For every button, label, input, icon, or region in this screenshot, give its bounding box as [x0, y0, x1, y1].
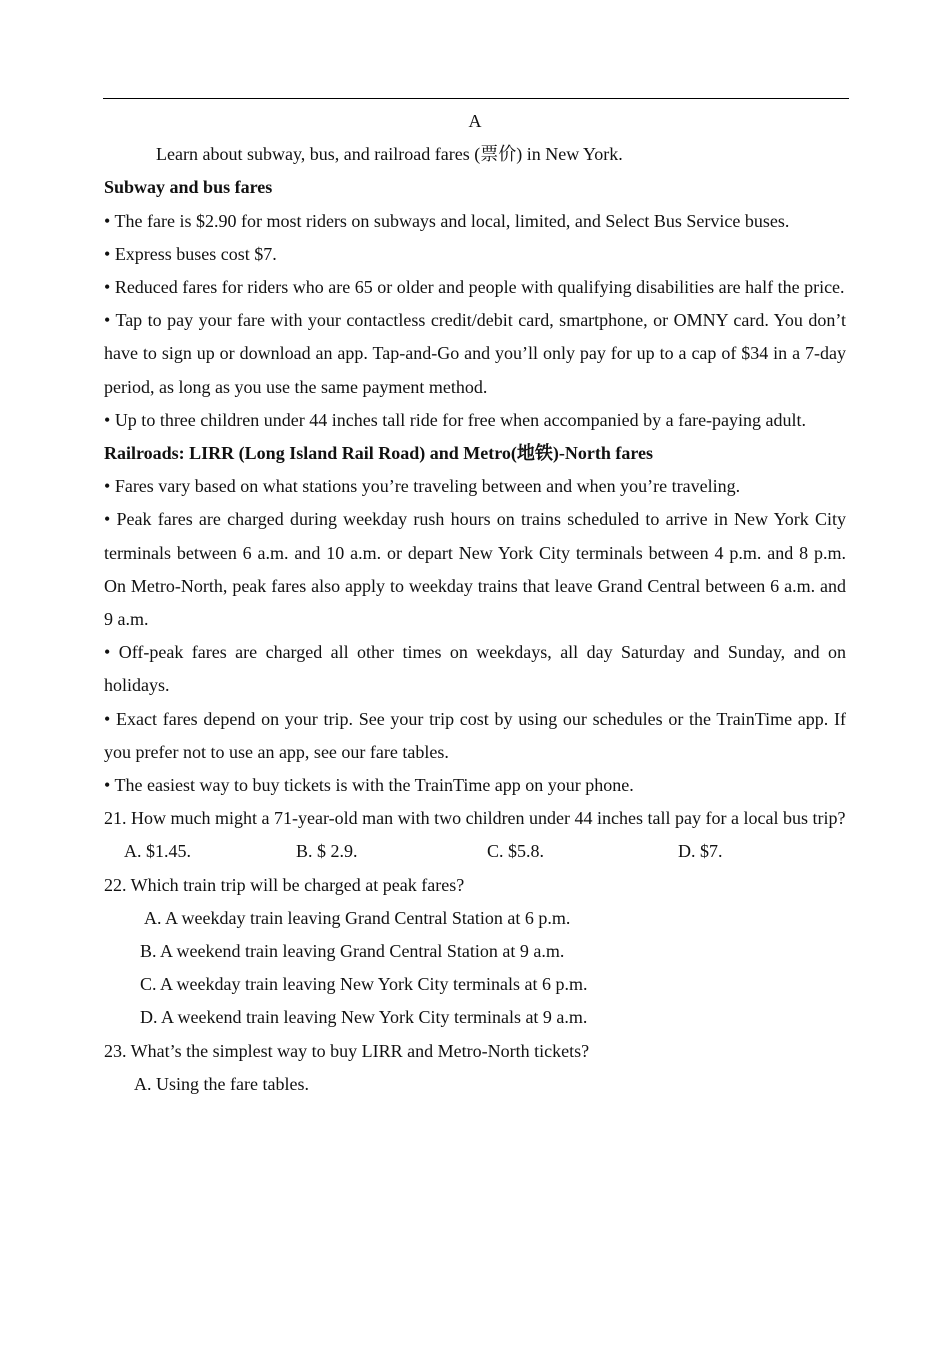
- passage-intro: Learn about subway, bus, and railroad fares (票价) in New York.: [156, 144, 623, 165]
- bullet-item: • Peak fares are charged during weekday rush hours on trains scheduled to arrive in New York City terminals between 6 a.m. and 10 a.m. or depart New York City terminals between 4 p.m. and 8 p.m. On Metro-North, peak fares also apply to weekday trains that leave Grand Central between 6 a.m. and 9 a.m.: [104, 509, 846, 630]
- bullet-icon: •: [104, 509, 111, 530]
- option-b: B. A weekend train leaving Grand Central Station at 9 a.m.: [140, 941, 565, 962]
- bullet-icon: •: [104, 708, 111, 729]
- option-c: C. $5.8.: [487, 841, 545, 862]
- bullet-item: • The easiest way to buy tickets is with the TrainTime app on your phone.: [104, 775, 634, 796]
- passage-label: A: [468, 111, 482, 131]
- bullet-icon: •: [104, 775, 111, 796]
- option-c: C. A weekday train leaving New York City terminals at 6 p.m.: [140, 974, 588, 995]
- bullet-icon: •: [104, 210, 111, 231]
- question-22-stem: 22. Which train trip will be charged at peak fares?: [104, 874, 465, 895]
- section-heading-railroads: Railroads: LIRR (Long Island Rail Road) and Metro(地铁)-North fares: [104, 443, 654, 464]
- option-a: A. Using the fare tables.: [134, 1073, 309, 1094]
- option-d: D. A weekend train leaving New York City terminals at 9 a.m.: [140, 1007, 588, 1028]
- bullet-icon: •: [104, 642, 111, 663]
- option-d: D. $7.: [678, 841, 723, 862]
- section-heading-subway-bus: Subway and bus fares: [104, 177, 273, 198]
- bullet-item: • Express buses cost $7.: [104, 243, 277, 264]
- bullet-item: • Up to three children under 44 inches tall ride for free when accompanied by a fare-paying adult.: [104, 409, 807, 430]
- document-body: [104, 105, 846, 1101]
- bullet-icon: •: [104, 310, 111, 331]
- question-21-options: [104, 835, 846, 868]
- bullet-icon: •: [104, 476, 111, 497]
- bullet-item: • Exact fares depend on your trip. See your trip cost by using our schedules or the TrainTime app. If you prefer not to use an app, see our fare tables.: [104, 708, 846, 762]
- bullet-item: • The fare is $2.90 for most riders on subways and local, limited, and Select Bus Service buses.: [104, 210, 790, 231]
- bullet-item: • Reduced fares for riders who are 65 or older and people with qualifying disabilities are half the price.: [104, 277, 845, 298]
- option-a: A. A weekday train leaving Grand Central Station at 6 p.m.: [144, 907, 571, 928]
- bullet-item: • Tap to pay your fare with your contactless credit/debit card, smartphone, or OMNY card. You don’t have to sign up or download an app. Tap-and-Go and you’ll only pay for up to a cap of $34 in a 7-day period, as long as you use the same payment method.: [104, 310, 846, 397]
- bullet-item: • Off-peak fares are charged all other times on weekdays, all day Saturday and Sunday, and on holidays.: [104, 642, 846, 696]
- question-23-stem: 23. What’s the simplest way to buy LIRR and Metro-North tickets?: [104, 1040, 590, 1061]
- bullet-icon: •: [104, 409, 111, 430]
- option-b: B. $ 2.9.: [296, 841, 358, 862]
- question-21-stem: 21. How much might a 71-year-old man with two children under 44 inches tall pay for a local bus trip?: [104, 808, 846, 829]
- header-rule: [103, 98, 849, 99]
- option-a: A. $1.45.: [124, 841, 191, 862]
- bullet-icon: •: [104, 277, 111, 298]
- bullet-icon: •: [104, 243, 111, 264]
- bullet-item: • Fares vary based on what stations you’re traveling between and when you’re traveling.: [104, 476, 741, 497]
